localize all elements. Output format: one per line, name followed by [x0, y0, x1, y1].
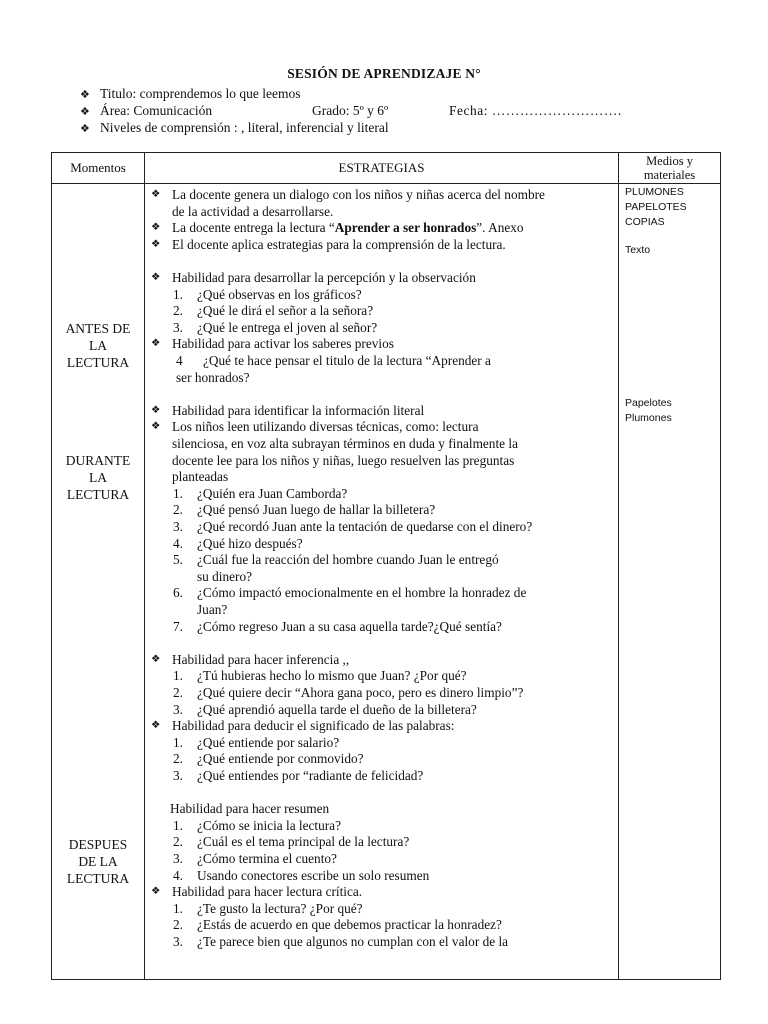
medio-item: COPIAS: [625, 216, 665, 228]
medio-item: PAPELOTES: [625, 201, 687, 213]
item-number: 2.: [173, 917, 183, 933]
item-number: 3.: [173, 768, 183, 783]
bullet-diamond-icon: ❖: [151, 189, 161, 200]
medio-item: Papelotes: [625, 397, 672, 409]
momentos-cell: [52, 184, 145, 980]
item-number: 3.: [173, 519, 183, 534]
bullet-diamond-icon: ❖: [151, 404, 161, 416]
header-fecha: Fecha: ……………………….: [449, 103, 622, 118]
item-number: 5.: [173, 552, 183, 568]
item-number: 2.: [173, 303, 183, 319]
item-number: 2.: [173, 685, 183, 700]
column-header-estrategias: ESTRATEGIAS: [145, 153, 619, 184]
column-header-medios: Medios y materiales: [619, 153, 721, 184]
item-number: 4: [176, 353, 183, 368]
session-table: [51, 152, 721, 980]
bullet-diamond-icon: ❖: [151, 886, 161, 898]
item-number: 4.: [173, 535, 183, 551]
estrategias-cell: [145, 184, 619, 980]
medio-item: PLUMONES: [625, 186, 684, 198]
momento-durante: DURANTE LA LECTURA: [65, 453, 131, 503]
item-number: 1.: [173, 734, 183, 750]
bullet-diamond-icon: ❖: [80, 123, 90, 135]
item-number: 2.: [173, 751, 183, 767]
bullet-diamond-icon: ❖: [151, 653, 161, 665]
item-number: 3.: [173, 319, 183, 335]
item-number: 1.: [173, 668, 183, 684]
item-number: 7.: [173, 618, 183, 634]
bullet-diamond-icon: ❖: [151, 222, 161, 234]
item-number: 4.: [173, 867, 183, 883]
item-number: 2.: [173, 502, 183, 518]
item-number: 2.: [173, 834, 183, 850]
bullet-diamond-icon: ❖: [151, 338, 161, 350]
item-number: 1.: [173, 286, 183, 302]
bullet-diamond-icon: ❖: [151, 238, 161, 250]
momento-despues: DESPUES DE LA LECTURA: [66, 837, 130, 887]
header-niveles: ❖ Niveles de comprensión : , literal, inferencial y literal: [80, 119, 389, 138]
column-header-momentos: Momentos: [52, 153, 145, 184]
medios-cell: [619, 184, 721, 980]
item-number: 1.: [173, 817, 183, 833]
bullet-diamond-icon: ❖: [151, 720, 161, 732]
item-number: 3.: [173, 934, 183, 949]
momento-antes: ANTES DE LA LECTURA: [65, 321, 131, 371]
bullet-diamond-icon: ❖: [151, 421, 161, 433]
bullet-diamond-icon: ❖: [80, 106, 90, 118]
item-number: 3.: [173, 701, 183, 717]
item-number: 3.: [173, 851, 183, 866]
item-number: 1.: [173, 900, 183, 916]
item-number: 6.: [173, 585, 183, 601]
document-title: SESIÓN DE APRENDIZAJE N°: [287, 66, 481, 81]
header-area: Área: Comunicación: [100, 103, 213, 118]
header-titulo: ❖ Titulo: comprendemos lo que leemos: [80, 85, 300, 104]
header-grado: Grado: 5º y 6º: [312, 103, 389, 118]
item-number: 1.: [173, 485, 183, 501]
bullet-diamond-icon: ❖: [80, 89, 90, 101]
medio-item: Plumones: [625, 412, 672, 424]
bullet-diamond-icon: ❖: [151, 272, 161, 283]
estrategias-content: ❖ La docente genera un dialogo con los niños y niñas acerca del nombre de la actividad a desarrollarse. ❖ La docente entrega la lectura “Aprender a ser honrados”. Anexo ❖ El docente aplica estrategias para la comprensión de la lectura. ❖ Habilidad para desarrollar la percepción y la observación 1. ¿Qué observas en los gráficos? 2. ¿Qué le dirá el señor a la señora? 3. ¿Qué le entrega el joven al señor? ❖ Habilidad para activar los saberes previos 4 ¿Qué te hace pensar el titulo de la lectura “Aprender a ser honrados? ❖ Habilidad para identificar la información literal ❖ Los niños leen utilizando diversas técnicas, como: lectura silenciosa, en voz alta subrayan términos en duda y finalmente la docente lee para los niños y niñas, luego resuelven las preguntas planteadas 1. ¿Quién era Juan Camborda? 2. ¿Qué pensó Juan luego de hallar la billetera? 3. ¿Qué recordó Juan ante la tentación de quedarse con el dinero? 4. ¿Qué hizo después? 5. ¿Cuál fue la reacción del hombre cuando Juan le entregó su dinero? 6. ¿Cómo impactó emocionalmente en el hombre la honradez de Juan? 7. ¿Cómo regreso Juan a su casa aquella tarde?¿Qué sentía? ❖ Habilidad para hacer inferencia ,, 1. ¿Tú hubieras hecho lo mismo que Juan? ¿Por qué? 2. ¿Qué quiere decir “Ahora gana poco, pero es dinero limpio”? 3. ¿Qué aprendió aquella tarde el dueño de la billetera? ❖ Habilidad para deducir el significado de las palabras: 1. ¿Qué entiende por salario? 2. ¿Qué entiende por conmovido? 3. ¿Qué entiendes por “radiante de felicidad? Habilidad para hacer resumen 1. ¿Cómo se inicia la lectura? 2. ¿Cuál es el tema principal de la lectura? 3. ¿Cómo termina el cuento? 4. Usando conectores escribe un solo resumen ❖ Habilidad para hacer lectura crítica. 1. ¿Te gusto la lectura? ¿Por qué? 2. ¿Estás de acuerdo en que debemos practicar la honradez? 3. ¿Te parece bien que algunos no cumplan con el valor de la: [151, 187, 545, 949]
medio-item: Texto: [625, 244, 651, 256]
